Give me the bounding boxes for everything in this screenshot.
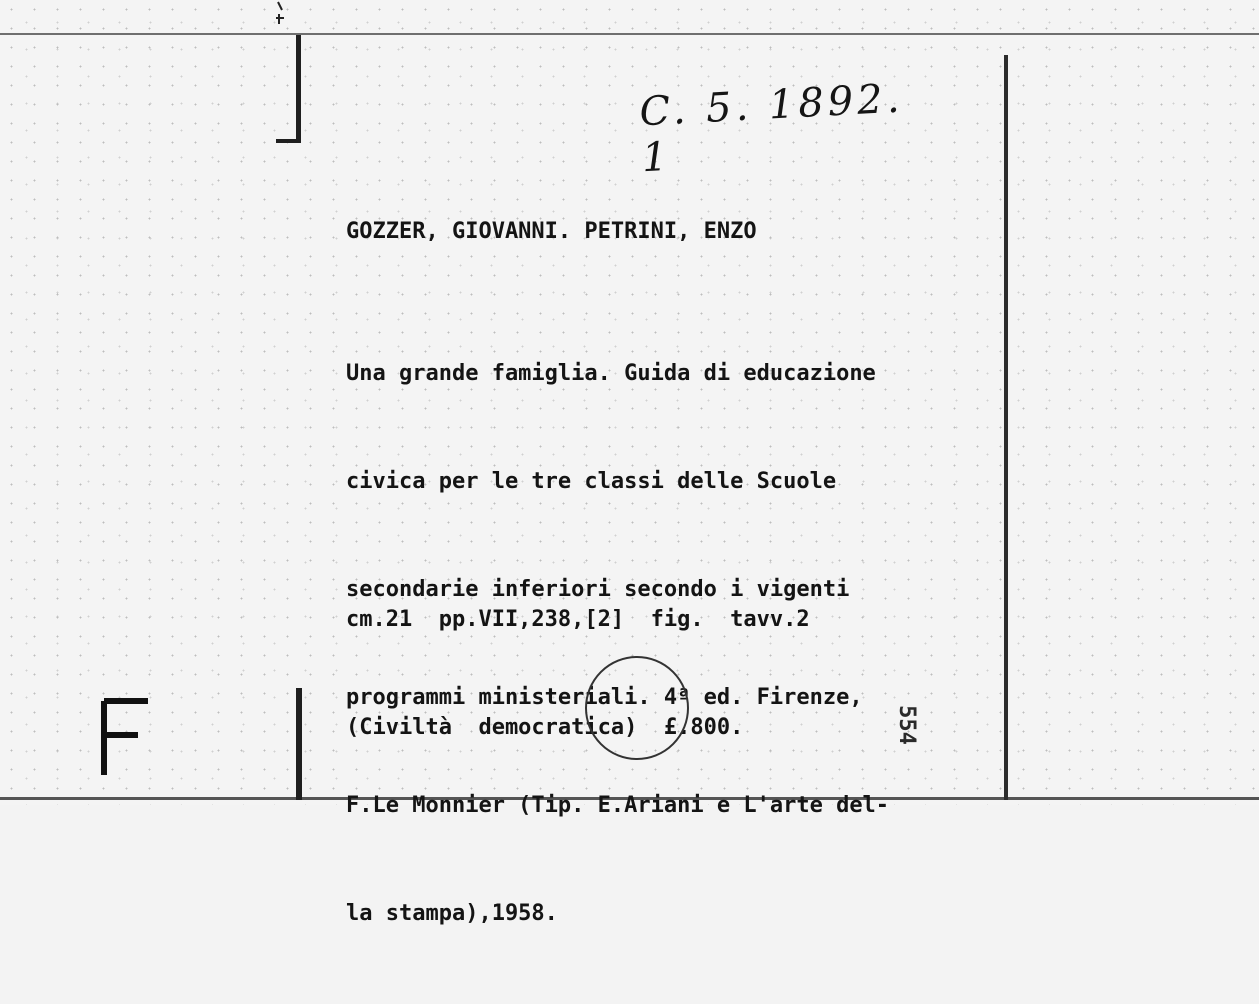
letter-f-stamp <box>96 695 156 780</box>
physical-line: (Civiltà democratica) £.800. <box>346 715 744 740</box>
title-line: civica per le tre classi delle Scuole <box>346 469 837 494</box>
bottom-bracket <box>296 688 302 800</box>
card-top-edge <box>0 33 1259 35</box>
stamp-circle <box>585 656 689 760</box>
title-line: secondarie inferiori secondo i vigenti <box>346 577 850 602</box>
physical-line: cm.21 pp.VII,238,[2] fig. tavv.2 <box>346 607 810 632</box>
title-line: programmi ministeriali. 4ª ed. Firenze, <box>346 685 863 710</box>
title-line: F.Le Monnier (Tip. E.Ariani e L'arte del- <box>346 793 890 818</box>
top-bracket-foot <box>276 139 301 143</box>
card-right-edge <box>1004 55 1008 800</box>
top-bracket <box>296 35 301 143</box>
author-heading: GOZZER, GIOVANNI. PETRINI, ENZO <box>346 219 757 244</box>
title-line: Una grande famiglia. Guida di educazione <box>346 361 876 386</box>
vertical-number: 554 <box>894 705 920 745</box>
physical-description <box>346 530 810 818</box>
handwritten-shelfmark: C. 5. 1892. 1 <box>638 75 905 182</box>
title-line: la stampa),1958. <box>346 901 558 926</box>
top-tick-mark <box>270 0 290 28</box>
